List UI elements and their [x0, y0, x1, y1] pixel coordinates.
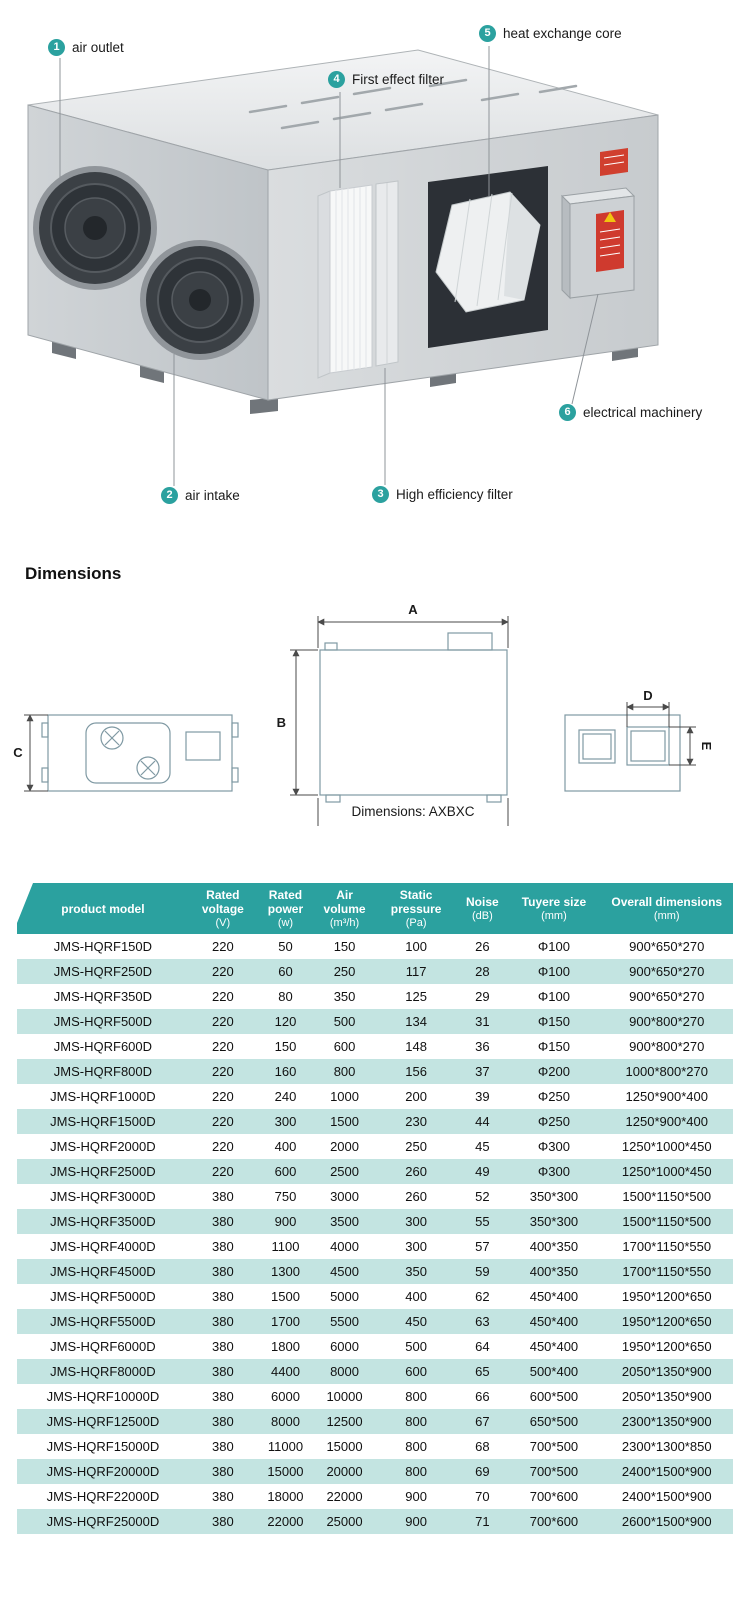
- table-row: [17, 1284, 733, 1309]
- callout-number-badge: 1: [48, 39, 65, 56]
- table-cell: 400: [405, 1289, 427, 1304]
- table-cell: 1100: [271, 1239, 300, 1254]
- table-cell: 1950*1200*650: [621, 1314, 712, 1329]
- table-cell: JMS-HQRF5000D: [50, 1289, 156, 1304]
- table-cell: JMS-HQRF800D: [53, 1064, 153, 1079]
- table-cell: 2300*1350*900: [621, 1414, 712, 1429]
- table-cell: 450*400: [529, 1289, 579, 1304]
- table-cell: 120: [274, 1014, 297, 1029]
- dimensions-section: [0, 540, 750, 883]
- table-cell: Φ100: [537, 964, 570, 979]
- table-cell: 28: [475, 964, 490, 979]
- table-row: [17, 1434, 733, 1459]
- table-row: [17, 1109, 733, 1134]
- callout-first-effect-filter: [328, 71, 444, 88]
- table-cell: 1250*900*400: [625, 1089, 708, 1104]
- table-cell: 10000: [326, 1389, 363, 1404]
- table-cell: 400: [274, 1139, 297, 1154]
- table-cell: 2500: [330, 1164, 359, 1179]
- table-cell: 1250*1000*450: [621, 1139, 712, 1154]
- table-cell: JMS-HQRF4000D: [50, 1239, 156, 1254]
- table-cell: 117: [405, 964, 427, 979]
- table-row: [17, 1084, 733, 1109]
- table-cell: 44: [475, 1114, 490, 1129]
- table-cell: 380: [211, 1239, 234, 1254]
- table-cell: 69: [475, 1464, 490, 1479]
- table-cell: 300: [274, 1114, 297, 1129]
- table-cell: Φ250: [537, 1089, 570, 1104]
- first-effect-filter: [318, 185, 372, 378]
- table-cell: JMS-HQRF350D: [53, 989, 153, 1004]
- table-cell: 52: [475, 1189, 490, 1204]
- dimensions-title: Dimensions: [25, 564, 122, 583]
- table-row: [17, 1359, 733, 1384]
- dim-label-b: B: [276, 715, 286, 730]
- table-cell: 900*800*270: [629, 1014, 705, 1029]
- table-cell: 380: [211, 1189, 234, 1204]
- spec-table: [17, 883, 733, 1534]
- table-cell: 1500: [330, 1114, 359, 1129]
- product-diagram-section: [0, 0, 750, 540]
- table-cell: 220: [211, 989, 234, 1004]
- table-cell: 2600*1500*900: [621, 1514, 712, 1529]
- spec-table-body: [17, 934, 733, 1534]
- table-cell: 6000: [271, 1389, 300, 1404]
- table-cell: 600*500: [529, 1389, 579, 1404]
- table-cell: 4500: [330, 1264, 359, 1279]
- table-cell: JMS-HQRF5500D: [50, 1314, 156, 1329]
- table-cell: 220: [211, 939, 234, 954]
- table-cell: 70: [475, 1489, 490, 1504]
- table-cell: 250: [333, 964, 356, 979]
- table-row: [17, 1034, 733, 1059]
- table-cell: 66: [475, 1389, 490, 1404]
- table-cell: Φ100: [537, 939, 570, 954]
- table-cell: 1250*900*400: [625, 1114, 708, 1129]
- table-row: [17, 1334, 733, 1359]
- table-cell: 2400*1500*900: [621, 1464, 712, 1479]
- table-cell: JMS-HQRF1000D: [50, 1089, 156, 1104]
- callout-label: air outlet: [72, 40, 124, 55]
- table-cell: 300: [405, 1239, 427, 1254]
- table-cell: 1700: [271, 1314, 300, 1329]
- table-cell: Φ300: [537, 1164, 570, 1179]
- table-cell: Φ100: [537, 989, 570, 1004]
- table-cell: 380: [211, 1339, 234, 1354]
- table-cell: 1500*1150*500: [622, 1214, 712, 1229]
- table-cell: 650*500: [529, 1414, 579, 1429]
- table-cell: 1500*1150*500: [622, 1189, 712, 1204]
- table-row: [17, 1059, 733, 1084]
- table-cell: 220: [211, 1014, 234, 1029]
- table-cell: 350*300: [529, 1214, 579, 1229]
- table-cell: 4400: [271, 1364, 300, 1379]
- table-cell: 62: [475, 1289, 490, 1304]
- callout-air-intake: [161, 487, 240, 504]
- table-cell: JMS-HQRF6000D: [50, 1339, 156, 1354]
- table-cell: 64: [475, 1339, 490, 1354]
- electrical-machinery-box: [562, 188, 634, 298]
- table-row: [17, 1509, 733, 1534]
- callout-number-badge: 5: [479, 25, 496, 42]
- table-cell: 600: [333, 1039, 356, 1054]
- table-cell: JMS-HQRF15000D: [46, 1439, 160, 1454]
- table-cell: 22000: [326, 1489, 363, 1504]
- side-view-drawing: [13, 715, 238, 791]
- table-cell: 45: [475, 1139, 490, 1154]
- table-cell: 11000: [267, 1439, 304, 1454]
- spec-table-header-row: [17, 883, 733, 934]
- table-cell: Φ150: [537, 1014, 570, 1029]
- table-cell: 8000: [330, 1364, 359, 1379]
- table-cell: 160: [274, 1064, 297, 1079]
- table-cell: 67: [475, 1414, 490, 1429]
- table-cell: 1950*1200*650: [621, 1289, 712, 1304]
- table-cell: 4000: [330, 1239, 359, 1254]
- table-cell: 800: [405, 1439, 427, 1454]
- table-cell: 900: [274, 1214, 297, 1229]
- table-cell: 1800: [271, 1339, 300, 1354]
- dimension-drawings: [0, 540, 750, 883]
- table-cell: 1950*1200*650: [621, 1339, 712, 1354]
- table-cell: 900*650*270: [629, 989, 705, 1004]
- table-cell: 900*650*270: [629, 939, 705, 954]
- table-cell: 12500: [326, 1414, 363, 1429]
- heat-exchange-core: [428, 166, 548, 348]
- table-cell: 220: [211, 964, 234, 979]
- table-cell: 230: [405, 1114, 427, 1129]
- table-cell: 240: [274, 1089, 297, 1104]
- column-header: Tuyere size (mm): [507, 883, 600, 934]
- table-cell: 800: [405, 1464, 427, 1479]
- table-cell: 450*400: [529, 1314, 579, 1329]
- table-row: [17, 1384, 733, 1409]
- callout-number-badge: 6: [559, 404, 576, 421]
- table-cell: Φ200: [537, 1064, 570, 1079]
- table-cell: 68: [475, 1439, 490, 1454]
- table-cell: 156: [405, 1064, 427, 1079]
- table-cell: JMS-HQRF1500D: [50, 1114, 156, 1129]
- table-row: [17, 934, 733, 959]
- table-cell: 800: [405, 1389, 427, 1404]
- air-intake-fan: [140, 240, 260, 360]
- table-cell: 400*350: [529, 1264, 579, 1279]
- table-cell: 220: [211, 1064, 234, 1079]
- table-cell: JMS-HQRF4500D: [50, 1264, 156, 1279]
- table-cell: JMS-HQRF600D: [53, 1039, 153, 1054]
- table-cell: JMS-HQRF8000D: [50, 1364, 156, 1379]
- callout-label: High efficiency filter: [396, 487, 513, 502]
- table-cell: 400*350: [529, 1239, 579, 1254]
- table-row: [17, 1009, 733, 1034]
- table-cell: 18000: [267, 1489, 304, 1504]
- air-outlet-fan: [33, 166, 157, 290]
- table-cell: 39: [475, 1089, 490, 1104]
- table-row: [17, 1309, 733, 1334]
- table-cell: 29: [475, 989, 490, 1004]
- table-cell: JMS-HQRF10000D: [46, 1389, 160, 1404]
- table-cell: 750: [274, 1189, 297, 1204]
- table-cell: JMS-HQRF2000D: [50, 1139, 156, 1154]
- table-row: [17, 1184, 733, 1209]
- dim-label-a: A: [408, 602, 418, 617]
- table-cell: JMS-HQRF3000D: [50, 1189, 156, 1204]
- front-view-drawing: [277, 602, 508, 826]
- table-cell: JMS-HQRF2500D: [50, 1164, 156, 1179]
- table-cell: 3500: [330, 1214, 359, 1229]
- table-cell: Φ300: [537, 1139, 570, 1154]
- callout-label: First effect filter: [352, 72, 445, 87]
- table-cell: 65: [475, 1364, 490, 1379]
- callout-heat-exchange-core: [479, 25, 622, 42]
- table-cell: 600: [274, 1164, 297, 1179]
- table-cell: 20000: [326, 1464, 363, 1479]
- table-cell: 380: [211, 1464, 234, 1479]
- dim-label-e: E: [699, 741, 714, 751]
- table-row: [17, 1459, 733, 1484]
- dim-label-d: D: [643, 688, 653, 703]
- table-cell: 1300: [271, 1264, 300, 1279]
- table-cell: 250: [405, 1139, 427, 1154]
- table-cell: JMS-HQRF25000D: [46, 1514, 160, 1529]
- table-cell: 150: [274, 1039, 297, 1054]
- table-cell: 800: [333, 1064, 356, 1079]
- table-cell: 220: [211, 1039, 234, 1054]
- table-cell: 60: [278, 964, 293, 979]
- table-row: [17, 959, 733, 984]
- table-cell: 380: [211, 1489, 234, 1504]
- table-cell: 2400*1500*900: [621, 1489, 712, 1504]
- table-row: [17, 1209, 733, 1234]
- table-cell: 700*600: [529, 1489, 579, 1504]
- table-cell: 148: [405, 1039, 427, 1054]
- table-cell: 80: [278, 989, 293, 1004]
- table-cell: JMS-HQRF22000D: [46, 1489, 160, 1504]
- column-header: Air volume (m³/h): [314, 883, 375, 934]
- table-row: [17, 1134, 733, 1159]
- table-cell: 49: [475, 1164, 490, 1179]
- table-cell: 100: [405, 939, 427, 954]
- column-header: Overall dimensions (mm): [600, 883, 733, 934]
- table-cell: 6000: [330, 1339, 359, 1354]
- table-cell: 350*300: [529, 1189, 579, 1204]
- callout-air-outlet: [48, 39, 124, 56]
- table-cell: 1700*1150*550: [622, 1264, 712, 1279]
- table-cell: 450*400: [529, 1339, 579, 1354]
- table-cell: 260: [405, 1189, 427, 1204]
- table-cell: Φ150: [537, 1039, 570, 1054]
- callout-label: air intake: [185, 488, 240, 503]
- table-cell: 700*500: [529, 1439, 579, 1454]
- table-cell: 1000: [330, 1089, 359, 1104]
- table-cell: 380: [211, 1214, 234, 1229]
- table-cell: 26: [475, 939, 490, 954]
- table-cell: 50: [278, 939, 293, 954]
- dimensions-caption: Dimensions: AXBXC: [351, 804, 475, 819]
- table-cell: 1700*1150*550: [622, 1239, 712, 1254]
- table-cell: 5000: [330, 1289, 359, 1304]
- table-cell: 150: [333, 939, 356, 954]
- table-cell: 200: [405, 1089, 427, 1104]
- table-cell: 350: [333, 989, 356, 1004]
- table-cell: 380: [211, 1414, 234, 1429]
- table-row: [17, 1409, 733, 1434]
- table-cell: 15000: [326, 1439, 363, 1454]
- table-cell: 500: [405, 1339, 427, 1354]
- table-cell: JMS-HQRF20000D: [46, 1464, 160, 1479]
- table-cell: 700*600: [529, 1514, 579, 1529]
- table-cell: 500: [333, 1014, 356, 1029]
- table-cell: 8000: [271, 1414, 300, 1429]
- table-cell: JMS-HQRF500D: [53, 1014, 153, 1029]
- table-cell: 5500: [330, 1314, 359, 1329]
- table-cell: 63: [475, 1314, 490, 1329]
- column-header: Static pressure (Pa): [375, 883, 457, 934]
- table-cell: 220: [211, 1139, 234, 1154]
- table-cell: 71: [475, 1514, 490, 1529]
- table-row: [17, 1484, 733, 1509]
- table-cell: 220: [211, 1089, 234, 1104]
- column-header: Rated voltage (V): [189, 883, 257, 934]
- table-cell: 22000: [267, 1514, 304, 1529]
- table-row: [17, 1259, 733, 1284]
- table-cell: 220: [211, 1114, 234, 1129]
- table-cell: 300: [405, 1214, 427, 1229]
- table-cell: 380: [211, 1439, 234, 1454]
- column-header: Noise (dB): [457, 883, 507, 934]
- table-cell: 380: [211, 1264, 234, 1279]
- table-row: [17, 984, 733, 1009]
- table-cell: 2050*1350*900: [621, 1364, 712, 1379]
- column-header: product model: [17, 883, 189, 934]
- table-cell: 55: [475, 1214, 490, 1229]
- table-row: [17, 1159, 733, 1184]
- table-cell: 36: [475, 1039, 490, 1054]
- table-cell: 1250*1000*450: [621, 1164, 712, 1179]
- table-cell: Φ250: [537, 1114, 570, 1129]
- table-cell: 380: [211, 1514, 234, 1529]
- end-view-drawing: [565, 688, 714, 791]
- table-cell: 2050*1350*900: [621, 1389, 712, 1404]
- table-cell: 2300*1300*850: [621, 1439, 712, 1454]
- table-cell: 900*800*270: [629, 1039, 705, 1054]
- table-cell: 59: [475, 1264, 490, 1279]
- table-cell: 25000: [326, 1514, 363, 1529]
- table-cell: 380: [211, 1314, 234, 1329]
- table-cell: JMS-HQRF3500D: [50, 1214, 156, 1229]
- table-cell: 260: [405, 1164, 427, 1179]
- table-cell: 380: [211, 1389, 234, 1404]
- table-cell: 900: [405, 1514, 427, 1529]
- warning-label: [600, 148, 628, 176]
- table-cell: 380: [211, 1364, 234, 1379]
- table-cell: 1500: [271, 1289, 300, 1304]
- table-cell: 900*650*270: [629, 964, 705, 979]
- dim-label-c: C: [13, 745, 23, 760]
- table-cell: 700*500: [529, 1464, 579, 1479]
- table-cell: 600: [405, 1364, 427, 1379]
- table-cell: 2000: [330, 1139, 359, 1154]
- spec-table-section: [0, 883, 750, 1534]
- table-row: [17, 1234, 733, 1259]
- table-cell: 134: [405, 1014, 427, 1029]
- table-cell: 57: [475, 1239, 490, 1254]
- callout-number-badge: 2: [161, 487, 178, 504]
- table-cell: 800: [405, 1414, 427, 1429]
- table-cell: 31: [475, 1014, 490, 1029]
- table-cell: 37: [475, 1064, 490, 1079]
- table-cell: 900: [405, 1489, 427, 1504]
- table-cell: JMS-HQRF12500D: [46, 1414, 160, 1429]
- table-cell: JMS-HQRF250D: [53, 964, 153, 979]
- table-cell: 450: [405, 1314, 427, 1329]
- table-cell: 350: [405, 1264, 427, 1279]
- table-cell: 380: [211, 1289, 234, 1304]
- callout-electrical-machinery: [559, 404, 702, 421]
- high-efficiency-filter: [376, 181, 398, 366]
- table-cell: 125: [405, 989, 427, 1004]
- table-cell: 500*400: [529, 1364, 579, 1379]
- table-cell: 220: [211, 1164, 234, 1179]
- column-header: Rated power (w): [257, 883, 314, 934]
- callout-label: heat exchange core: [503, 26, 622, 41]
- callout-number-badge: 3: [372, 486, 389, 503]
- callout-high-efficiency-filter: [372, 486, 513, 503]
- callout-label: electrical machinery: [583, 405, 703, 420]
- table-cell: JMS-HQRF150D: [53, 939, 153, 954]
- table-cell: 1000*800*270: [625, 1064, 708, 1079]
- callout-number-badge: 4: [328, 71, 345, 88]
- table-cell: 15000: [267, 1464, 304, 1479]
- table-cell: 3000: [330, 1189, 359, 1204]
